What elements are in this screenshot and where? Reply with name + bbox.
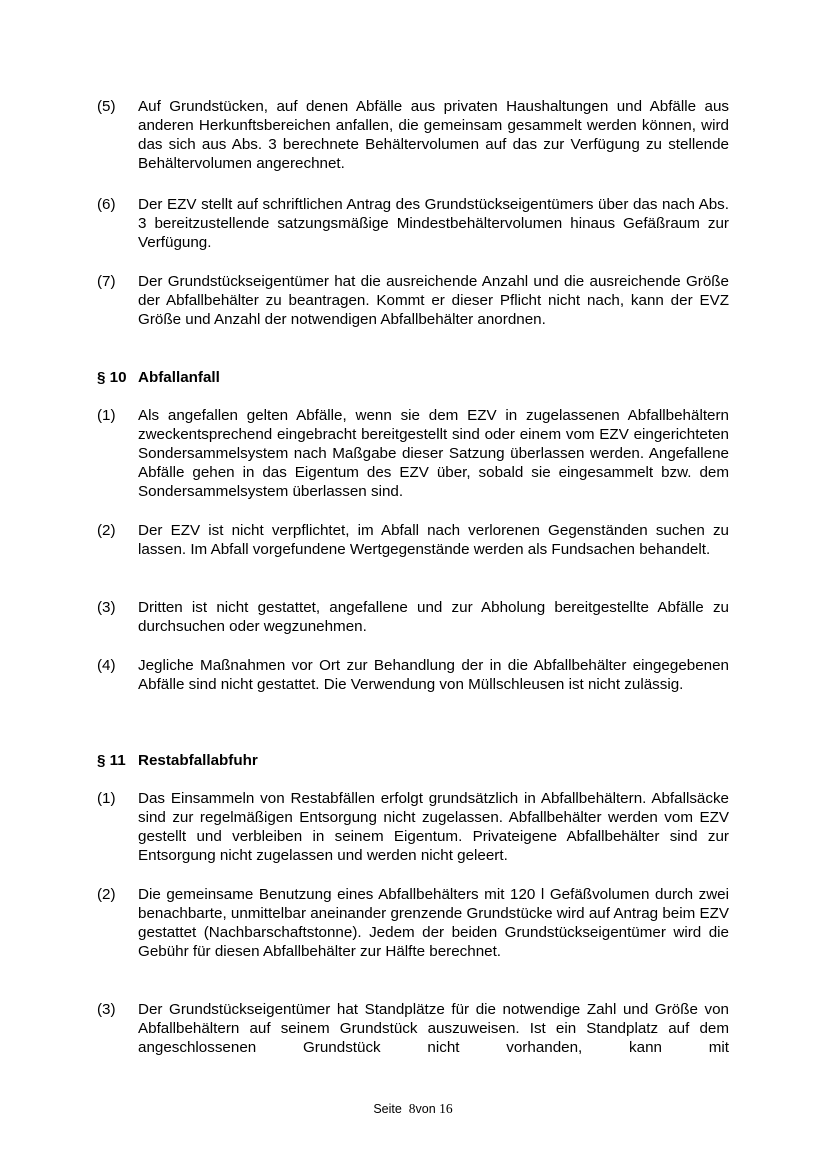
page-footer bbox=[0, 1101, 826, 1117]
section-title: Abfallanfall bbox=[138, 369, 220, 386]
section-heading-11 bbox=[97, 751, 258, 770]
paragraph-text: Der Grundstückseigentümer hat Standplätze für die notwendige Zahl und Größe von Abfallbehältern auf seinem Grundstück auszuweisen. Ist ein Standplatz auf dem angeschlossenen Grundstück nicht vorhanden, kann mit bbox=[138, 1001, 729, 1056]
footer-total-pages: 16 bbox=[439, 1101, 453, 1116]
paragraph-11-1 bbox=[97, 789, 729, 865]
paragraph-10-3 bbox=[97, 598, 729, 636]
paragraph-10-1 bbox=[97, 406, 729, 501]
paragraph-text: Das Einsammeln von Restabfällen erfolgt grundsätzlich in Abfallbehältern. Abfallsäcke sind zur regelmäßigen Entsorgung nicht zugelassen. Abfallbehälter werden vom EZV gestellt und verbleiben in seinem Eigentum. Privateigene Abfallbehälter sind zur Entsorgung nicht zugelassen und werden nicht geleert. bbox=[138, 790, 729, 864]
paragraph-text: Jegliche Maßnahmen vor Ort zur Behandlung der in die Abfallbehälter eingegebenen Abfälle sind nicht gestattet. Die Verwendung von Müllschleusen ist nicht zulässig. bbox=[138, 657, 729, 693]
paragraph-number: (2) bbox=[97, 886, 116, 903]
footer-of: von bbox=[415, 1102, 436, 1116]
paragraph-10-2 bbox=[97, 521, 729, 559]
paragraph-text: Die gemeinsame Benutzung eines Abfallbehälters mit 120 l Gefäßvolumen durch zwei benachbarte, unmittelbar aneinander grenzende Grundstücke wird auf Antrag beim EZV gestattet (Nachbarschaftstonne). Jedem der beiden Grundstückseigentümer wird die Gebühr für diesen Abfallbehälter zur Hälfte berechnet. bbox=[138, 886, 729, 960]
paragraph-11-2 bbox=[97, 885, 729, 961]
paragraph-number: (1) bbox=[97, 407, 116, 424]
paragraph-number: (1) bbox=[97, 790, 116, 807]
footer-label: Seite bbox=[373, 1102, 402, 1116]
paragraph-text: Als angefallen gelten Abfälle, wenn sie dem EZV in zugelassenen Abfallbehältern zweckentsprechend eingebracht bereitgestellt sind oder einem vom EZV eingerichteten Sondersammelsystem nach Maßgabe dieser Satzung überlassen werden. Angefallene Abfälle gehen in das Eigentum des EZV über, sobald sie eingesammelt bzw. dem Sondersammelsystem überlassen sind. bbox=[138, 407, 729, 500]
footer-page-number: 8 bbox=[408, 1101, 416, 1116]
paragraph-9-5 bbox=[97, 97, 729, 173]
section-title: Restabfallabfuhr bbox=[138, 752, 258, 769]
section-number: § 11 bbox=[97, 752, 126, 769]
paragraph-number: (7) bbox=[97, 273, 116, 290]
paragraph-text: Auf Grundstücken, auf denen Abfälle aus privaten Haushaltungen und Abfälle aus anderen Herkunftsbereichen anfallen, die gemeinsam gesammelt werden können, wird das sich aus Abs. 3 berechnete Behältervolumen auf das zur Verfügung zu stellende Behältervolumen angerechnet. bbox=[138, 98, 729, 172]
paragraph-text: Der EZV ist nicht verpflichtet, im Abfall nach verlorenen Gegenständen suchen zu lassen. Im Abfall vorgefundene Wertgegenstände werden als Fundsachen behandelt. bbox=[138, 522, 729, 558]
paragraph-number: (3) bbox=[97, 599, 116, 616]
section-heading-10 bbox=[97, 368, 220, 387]
paragraph-text: Dritten ist nicht gestattet, angefallene und zur Abholung bereitgestellte Abfälle zu durchsuchen oder wegzunehmen. bbox=[138, 599, 729, 635]
paragraph-11-3 bbox=[97, 1000, 729, 1057]
paragraph-9-7 bbox=[97, 272, 729, 329]
paragraph-10-4 bbox=[97, 656, 729, 694]
paragraph-number: (3) bbox=[97, 1001, 116, 1018]
paragraph-number: (2) bbox=[97, 522, 116, 539]
paragraph-number: (4) bbox=[97, 657, 116, 674]
paragraph-number: (6) bbox=[97, 196, 116, 213]
paragraph-text: Der Grundstückseigentümer hat die ausreichende Anzahl und die ausreichende Größe der Abfallbehälter zu beantragen. Kommt er dieser Pflicht nicht nach, kann der EVZ Größe und Anzahl der notwendigen Abfallbehälter anordnen. bbox=[138, 273, 729, 328]
section-number: § 10 bbox=[97, 369, 127, 386]
paragraph-number: (5) bbox=[97, 98, 116, 115]
paragraph-text: Der EZV stellt auf schriftlichen Antrag des Grundstückseigentümers über das nach Abs. 3 bereitzustellende satzungsmäßige Mindestbehältervolumen hinaus Gefäßraum zur Verfügung. bbox=[138, 196, 729, 251]
paragraph-9-6 bbox=[97, 195, 729, 252]
